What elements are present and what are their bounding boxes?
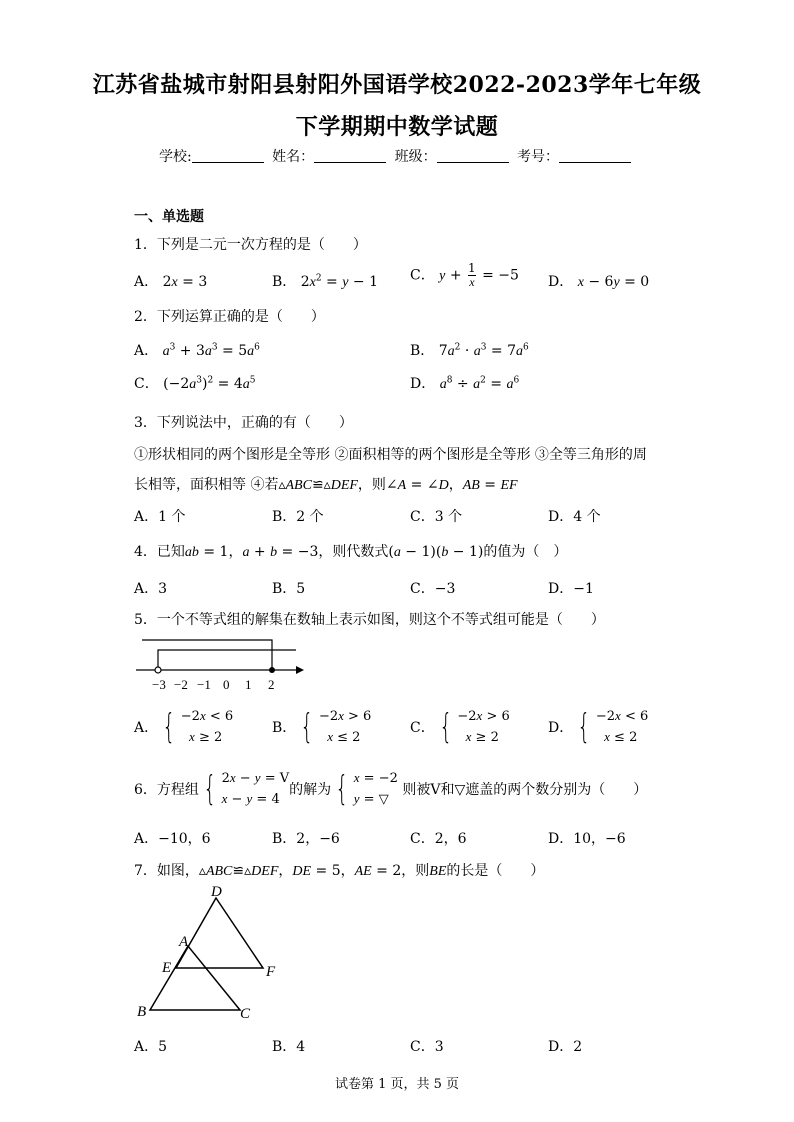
q2-option-c[interactable]: C． $(-2a^3)^2 = 4a^5$ xyxy=(134,375,256,392)
q6-option-d[interactable]: D．10，−6 xyxy=(548,831,626,847)
number-line-figure xyxy=(130,632,310,694)
question-6-stem: 6．方程组 { 2x − y = V x − y = 4 的解为 { x = −2 y = ▽ 则被V和▽遮盖的两个数分别为（ ） xyxy=(134,769,648,809)
q6-option-b[interactable]: B．2，−6 xyxy=(272,831,340,847)
q6-option-a[interactable]: A．−10，6 xyxy=(134,831,211,847)
vertex-label-d: D xyxy=(211,884,222,900)
tick-label: −3 xyxy=(152,677,166,692)
question-7-stem: 7．如图，▵ABC≌▵DEF，DE = 5，AE = 2，则BE的长是（ ） xyxy=(134,863,545,879)
closed-point-2 xyxy=(269,667,275,673)
q3-option-d[interactable]: D．4 个 xyxy=(548,509,601,525)
question-5-stem: 5．一个不等式组的解集在数轴上表示如图，则这个不等式组可能是（ ） xyxy=(134,612,605,628)
q3-option-a[interactable]: A．1 个 xyxy=(134,509,186,525)
question-2-stem: 2．下列运算正确的是（ ） xyxy=(134,309,325,325)
triangle-def xyxy=(176,898,263,968)
q4-option-c[interactable]: C．−3 xyxy=(410,581,456,597)
student-info xyxy=(0,146,794,166)
name-blank[interactable] xyxy=(314,148,386,163)
section-heading: 一、单选题 xyxy=(134,209,204,225)
class-label: 班级： xyxy=(394,149,437,165)
tick-label: −2 xyxy=(174,677,188,692)
school-label: 学校: xyxy=(158,149,192,165)
question-4-stem: 4．已知ab = 1，a + b = −3，则代数式(a − 1)(b − 1)的值为（ ） xyxy=(134,544,568,560)
q2-option-b[interactable]: B． $7a^2 \cdot a^3 = 7a^6$ xyxy=(410,342,529,359)
question-1-stem: 1．下列是二元一次方程的是（ ） xyxy=(134,237,367,253)
q1-option-b[interactable]: B． $2x^2 = y - 1$ xyxy=(272,273,379,290)
q5-option-c[interactable]: C． { −2x > 6 x ≥ 2 xyxy=(410,707,510,747)
solution-bracket-left xyxy=(158,650,296,670)
open-point-neg3 xyxy=(155,667,161,673)
q1-option-a[interactable]: A． 2x = 3 xyxy=(134,274,208,290)
question-3-stem: 3．下列说法中，正确的有（ ） xyxy=(134,415,353,431)
title-line-2: 下学期期中数学试题 xyxy=(295,114,499,140)
name-label: 姓名： xyxy=(272,149,315,165)
number-line-arrow xyxy=(296,666,304,674)
tick-label: −1 xyxy=(197,677,211,692)
q2-option-d[interactable]: D． $a^8 \div a^2 = a^6$ xyxy=(410,375,520,392)
q7-option-c[interactable]: C．3 xyxy=(410,1039,444,1055)
triangle-abc xyxy=(150,946,240,1010)
q7-option-d[interactable]: D．2 xyxy=(548,1039,583,1055)
vertex-label-f: F xyxy=(266,964,276,980)
q6-option-c[interactable]: C．2，6 xyxy=(410,831,467,847)
triangles-figure xyxy=(130,884,290,1024)
number-blank[interactable] xyxy=(559,148,631,163)
vertex-label-b: B xyxy=(137,1004,147,1020)
q7-option-b[interactable]: B．4 xyxy=(272,1039,306,1055)
vertex-label-e: E xyxy=(162,960,172,976)
vertex-label-c: C xyxy=(240,1006,251,1022)
vertex-label-a: A xyxy=(179,934,189,950)
q2-option-a[interactable]: A． $a^3 + 3a^3 = 5a^6$ xyxy=(134,342,260,359)
number-label: 考号： xyxy=(517,149,560,165)
tick-label: 0 xyxy=(223,677,230,692)
class-blank[interactable] xyxy=(437,148,509,163)
page-footer: 试卷第 1 页，共 5 页 xyxy=(334,1077,460,1092)
solution-bracket-right xyxy=(142,640,272,670)
question-3-line-2: 长相等，面积相等 ④若▵ABC≌▵DEF，则∠A = ∠D，AB = EF xyxy=(134,477,518,493)
tick-label: 1 xyxy=(245,677,252,692)
q5-option-d[interactable]: D． { −2x < 6 x ≤ 2 xyxy=(548,707,649,747)
q3-option-b[interactable]: B．2 个 xyxy=(272,509,324,525)
q4-option-d[interactable]: D．−1 xyxy=(548,581,594,597)
title-line-1: 江苏省盐城市射阳县射阳外国语学校2022-2023学年七年级 xyxy=(92,72,702,98)
q4-option-a[interactable]: A．3 xyxy=(134,581,168,597)
q1-option-c[interactable]: C． y + $\frac{1}{x}$ = −5 xyxy=(410,261,519,289)
q5-option-a[interactable]: A． { −2x < 6 x ≥ 2 xyxy=(134,707,234,747)
q3-option-c[interactable]: C．3 个 xyxy=(410,509,463,525)
q1-option-d[interactable]: D． x − 6y = 0 xyxy=(548,274,650,290)
q7-option-a[interactable]: A．5 xyxy=(134,1039,168,1055)
question-3-line-1: ①形状相同的两个图形是全等形 ②面积相等的两个图形是全等形 ③全等三角形的周 xyxy=(134,447,647,463)
school-blank[interactable] xyxy=(192,148,264,163)
tick-label: 2 xyxy=(268,677,275,692)
q4-option-b[interactable]: B．5 xyxy=(272,581,306,597)
q5-option-b[interactable]: B． { −2x > 6 x ≤ 2 xyxy=(272,707,372,747)
